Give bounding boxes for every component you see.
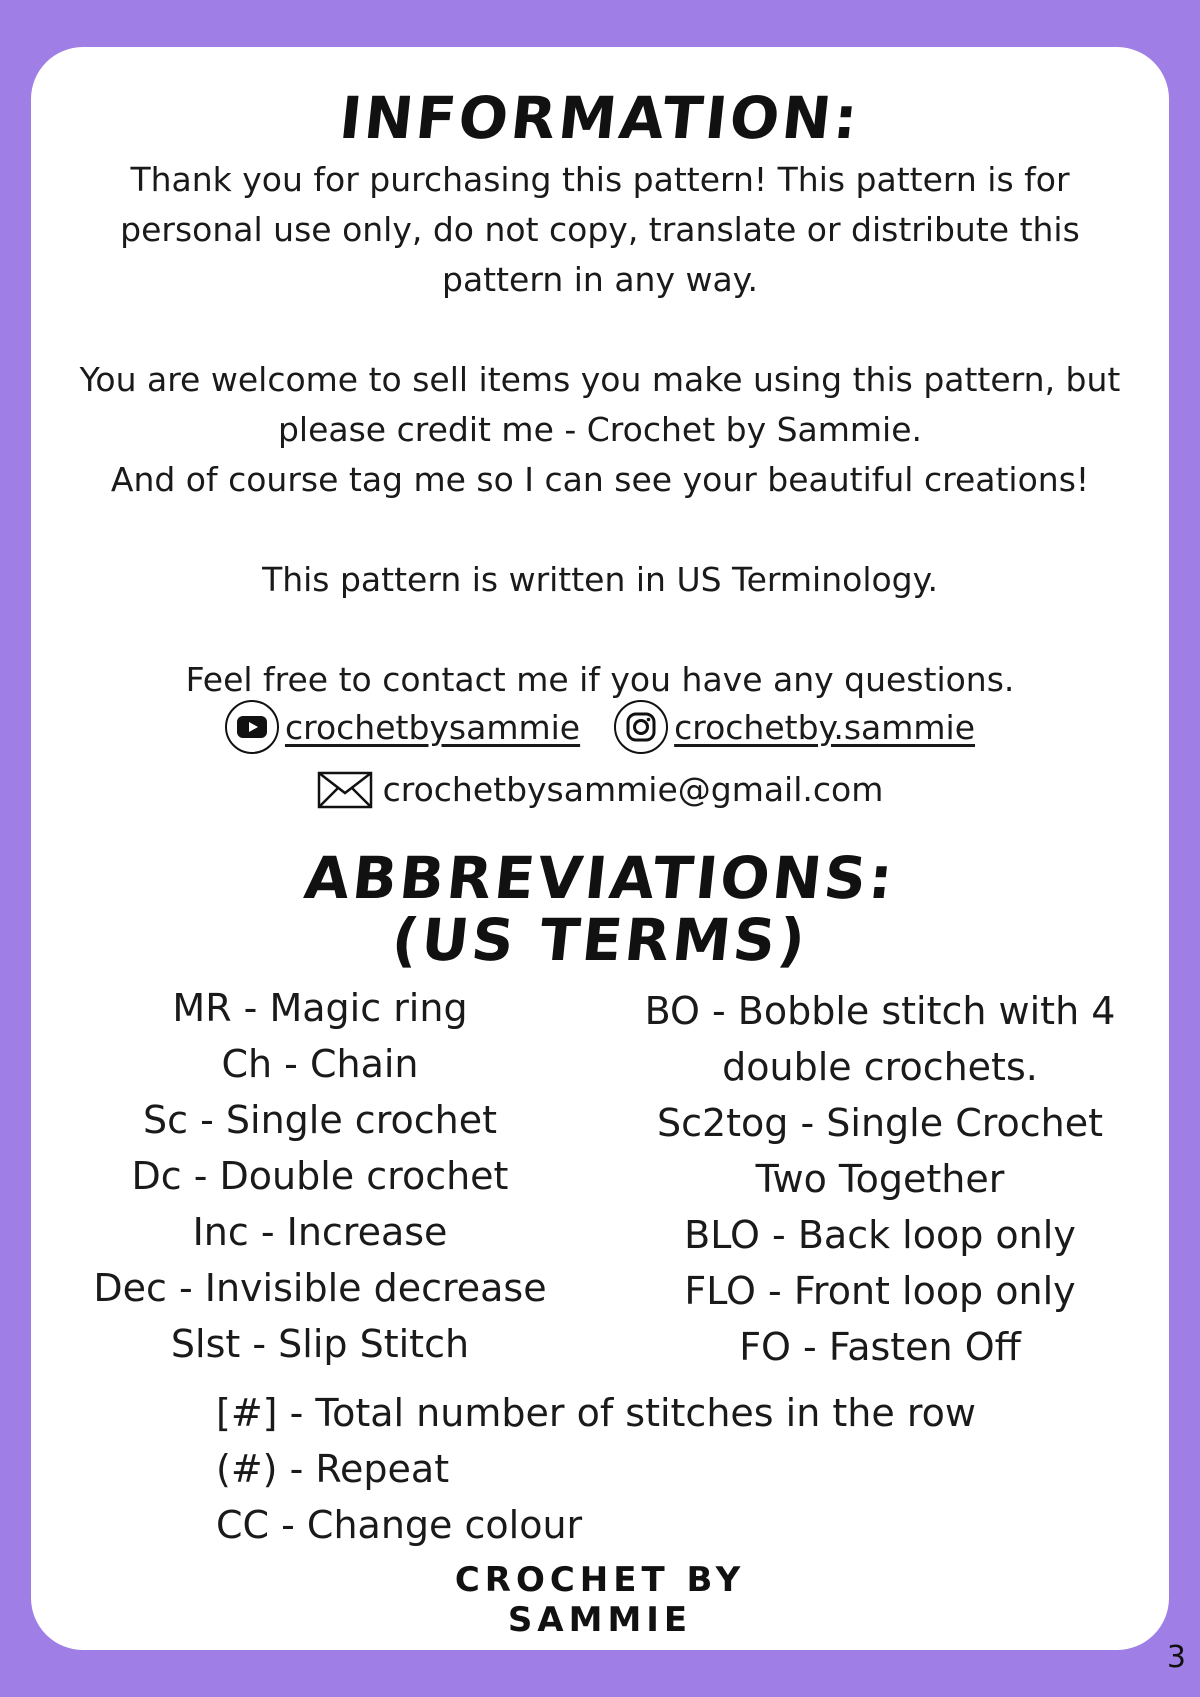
abbreviation-item: FLO - Front loop only <box>684 1269 1076 1313</box>
youtube-icon <box>225 700 279 754</box>
abbreviations-right-column <box>610 983 1150 1375</box>
abbreviations-extras <box>216 1385 976 1553</box>
info-line: pattern in any way. <box>442 260 758 299</box>
abbreviation-item: BLO - Back loop only <box>684 1213 1076 1257</box>
abbreviation-item: Two Together <box>755 1157 1005 1201</box>
abbreviations-heading: ABBREVIATIONS: <box>301 844 899 912</box>
info-line: please credit me - Crochet by Sammie. <box>277 410 923 449</box>
abbreviation-item: CC - Change colour <box>216 1503 583 1547</box>
email-link[interactable] <box>0 770 1200 809</box>
abbreviation-item: Ch - Chain <box>221 1042 419 1086</box>
abbreviation-item: Sc - Single crochet <box>143 1098 497 1142</box>
envelope-icon <box>317 771 373 809</box>
abbreviation-item: Slst - Slip Stitch <box>170 1322 470 1366</box>
info-line: Feel free to contact me if you have any questions. <box>185 660 1015 699</box>
instagram-link[interactable] <box>614 700 975 754</box>
social-links <box>0 700 1200 754</box>
brand-line: CROCHET BY <box>454 1560 746 1600</box>
email-address[interactable]: crochetbysammie@gmail.com <box>382 770 884 809</box>
info-line: You are welcome to sell items you make using this pattern, but <box>79 360 1121 399</box>
information-heading: INFORMATION: <box>336 84 864 152</box>
abbreviation-item: (#) - Repeat <box>216 1447 450 1491</box>
abbreviations-subheading: (US TERMS) <box>388 906 812 974</box>
info-line: Thank you for purchasing this pattern! This pattern is for <box>130 160 1070 199</box>
info-line: This pattern is written in US Terminology. <box>262 560 938 599</box>
abbreviation-item: MR - Magic ring <box>172 986 468 1030</box>
youtube-link[interactable] <box>225 700 580 754</box>
abbreviation-item: Dc - Double crochet <box>131 1154 509 1198</box>
info-line: personal use only, do not copy, translate or distribute this <box>120 210 1080 249</box>
brand-wordmark <box>0 1560 1200 1640</box>
instagram-handle[interactable]: crochetby.sammie <box>674 707 976 747</box>
abbreviation-item: Dec - Invisible decrease <box>93 1266 547 1310</box>
instagram-icon <box>614 700 668 754</box>
abbreviation-item: double crochets. <box>722 1045 1038 1089</box>
youtube-handle[interactable]: crochetbysammie <box>284 707 581 747</box>
page-number: 3 <box>1166 1640 1186 1675</box>
abbreviation-item: Sc2tog - Single Crochet <box>656 1101 1104 1145</box>
abbreviation-item: BO - Bobble stitch with 4 <box>644 989 1116 1033</box>
abbreviations-left-column <box>60 980 580 1372</box>
info-line: And of course tag me so I can see your beautiful creations! <box>110 460 1090 499</box>
brand-line: SAMMIE <box>507 1600 693 1640</box>
abbreviation-item: Inc - Increase <box>192 1210 448 1254</box>
abbreviation-item: [#] - Total number of stitches in the row <box>216 1391 976 1435</box>
abbreviation-item: FO - Fasten Off <box>739 1325 1021 1369</box>
